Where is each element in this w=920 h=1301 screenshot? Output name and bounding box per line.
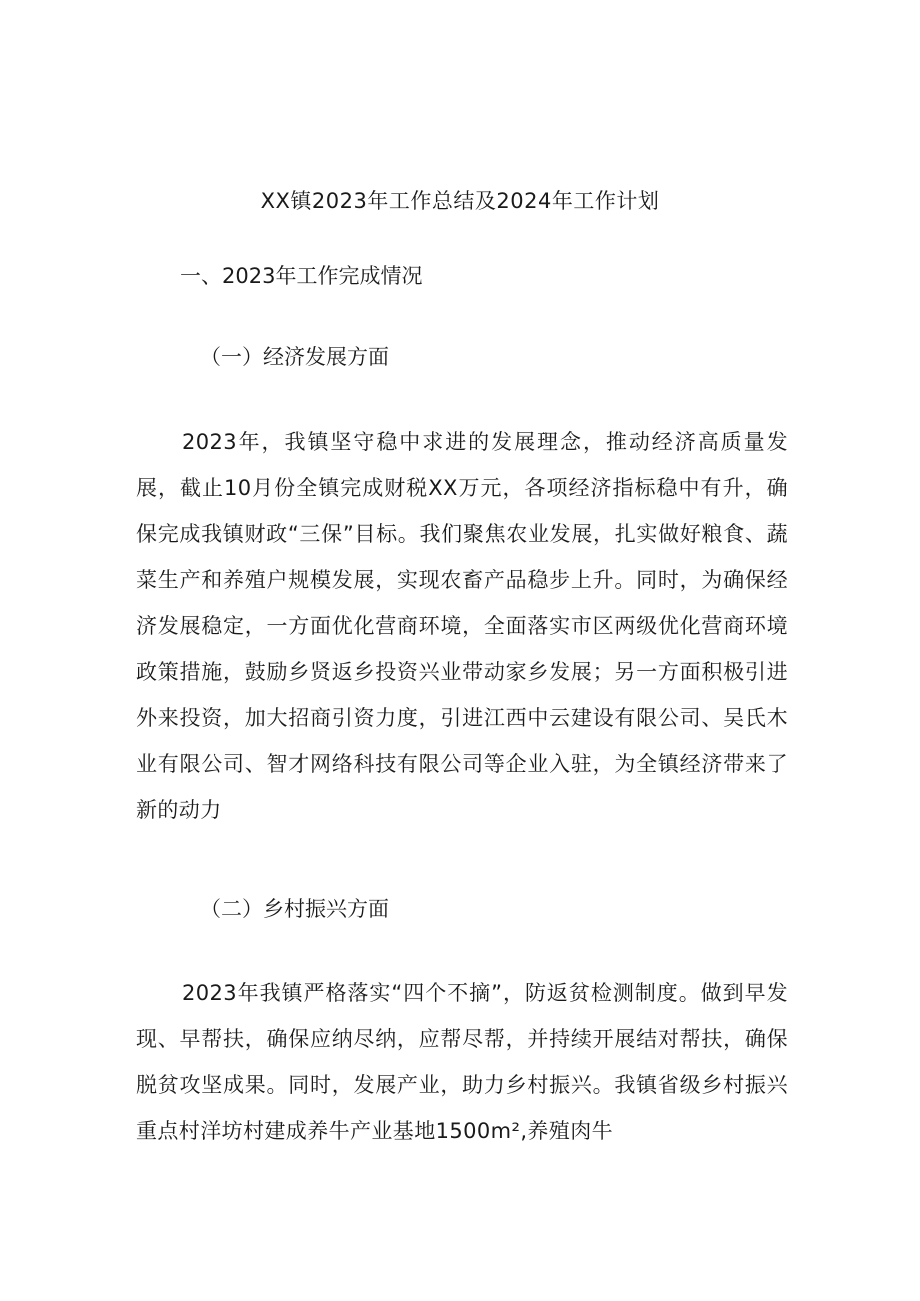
document-title: XX镇2023年工作总结及2024年工作计划 xyxy=(260,189,660,213)
subsection-heading-rural-revitalization: （二）乡村振兴方面 xyxy=(200,897,389,921)
subsection-heading-economy: （一）经济发展方面 xyxy=(200,345,389,369)
section-heading-1: 一、2023年工作完成情况 xyxy=(180,264,423,288)
paragraph-rural-revitalization: 2023年我镇严格落实“四个不摘”，防返贫检测制度。做到早发现、早帮扶，确保应纳尽纳，应帮尽帮，并持续开展结对帮扶，确保脱贫攻坚成果。同时，发展产业，助力乡村振兴。我镇省级乡村振兴重点村洋坊村建成养牛产业基地1500m²,养殖肉牛 xyxy=(136,981,788,1143)
paragraph-economy: 2023年，我镇坚守稳中求进的发展理念，推动经济高质量发展，截止10月份全镇完成财税XX万元，各项经济指标稳中有升，确保完成我镇财政“三保”目标。我们聚焦农业发展，扎实做好粮食、蔬菜生产和养殖户规模发展，实现农畜产品稳步上升。同时，为确保经济发展稳定，一方面优化营商环境，全面落实市区两级优化营商环境政策措施，鼓励乡贤返乡投资兴业带动家乡发展；另一方面积极引进外来投资，加大招商引资力度，引进江西中云建设有限公司、吴氏木业有限公司、智才网络科技有限公司等企业入驻，为全镇经济带来了新的动力 xyxy=(136,430,788,822)
